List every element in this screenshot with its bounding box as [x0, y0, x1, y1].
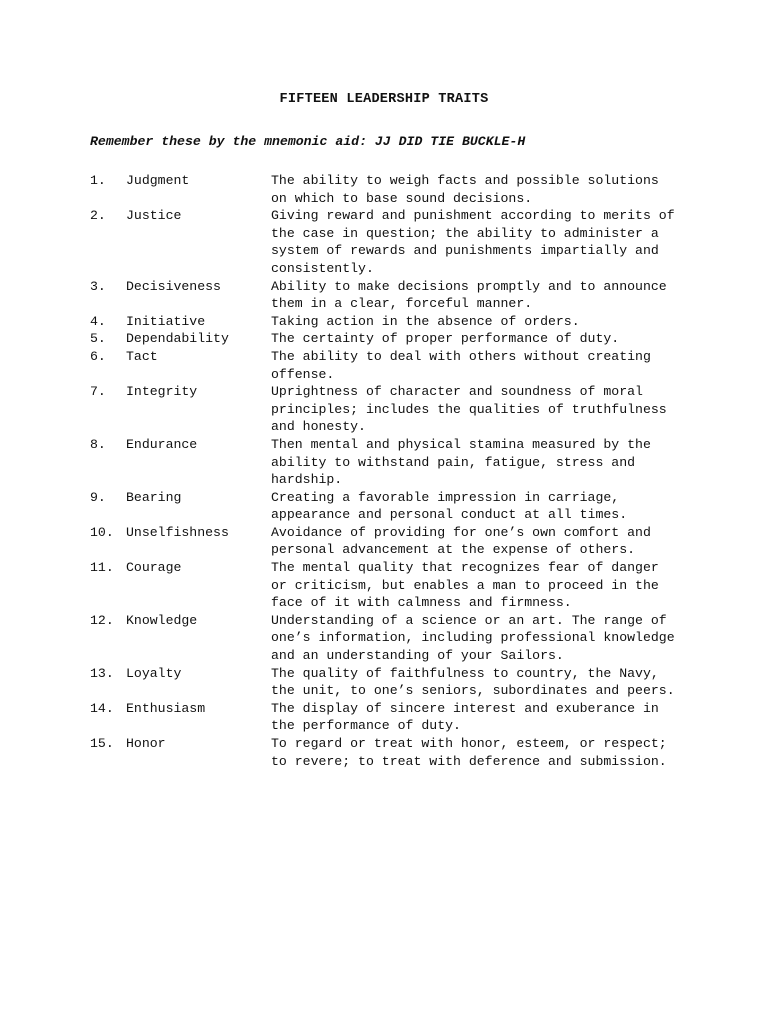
trait-name: Loyalty	[126, 665, 182, 681]
trait-name: Judgment	[126, 173, 190, 188]
trait-definition: The ability to deal with others without creating offense.	[271, 348, 651, 382]
trait-definition: The display of sincere interest and exuberance in the performance of duty.	[271, 700, 659, 734]
trait-number: 3.	[90, 278, 106, 294]
trait-item	[90, 665, 690, 700]
trait-number: 12.	[90, 612, 114, 628]
trait-definition: Avoidance of providing for one’s own comfort and personal advancement at the expense of others.	[271, 524, 651, 558]
trait-item	[90, 436, 690, 489]
trait-number: 14.	[90, 700, 114, 716]
trait-item	[90, 348, 690, 383]
trait-number: 4.	[90, 313, 106, 329]
trait-definition: Ability to make decisions promptly and to announce them in a clear, forceful manner.	[271, 278, 667, 312]
trait-definition: Then mental and physical stamina measured by the ability to withstand pain, fatigue, stress and hardship.	[271, 436, 651, 488]
trait-item	[90, 383, 690, 436]
mnemonic-subtitle: Remember these by the mnemonic aid: JJ DID TIE BUCKLE-H	[90, 134, 526, 149]
trait-name: Initiative	[126, 313, 206, 329]
trait-name: Honor	[126, 736, 166, 751]
trait-number: 7.	[90, 384, 106, 400]
trait-name: Justice	[126, 208, 182, 224]
page-title: FIFTEEN LEADERSHIP TRAITS	[279, 92, 489, 107]
trait-name: Unselfishness	[126, 524, 229, 540]
trait-definition: Creating a favorable impression in carriage, appearance and personal conduct at all times.	[271, 489, 628, 523]
trait-number: 1.	[90, 173, 106, 188]
trait-number: 5.	[90, 331, 106, 347]
trait-number: 2.	[90, 208, 106, 224]
trait-item	[90, 489, 690, 524]
trait-item	[90, 735, 690, 770]
trait-name: Bearing	[126, 489, 182, 505]
trait-number: 13.	[90, 665, 114, 681]
trait-item	[90, 207, 690, 277]
trait-definition: To regard or treat with honor, esteem, or respect; to revere; to treat with deference and submission.	[271, 736, 667, 769]
trait-item	[90, 700, 690, 735]
trait-item	[90, 172, 690, 207]
trait-name: Dependability	[126, 331, 229, 347]
trait-name: Tact	[126, 348, 158, 364]
trait-name: Endurance	[126, 436, 198, 452]
trait-number: 9.	[90, 489, 106, 505]
traits-list	[90, 172, 690, 770]
trait-definition: Understanding of a science or an art. The range of one’s information, including professional knowledge and an understanding of your Sailors.	[271, 612, 675, 664]
trait-item	[90, 278, 690, 313]
trait-item	[90, 612, 690, 665]
trait-definition: Giving reward and punishment according to merits of the case in question; the ability to administer a system of rewards and punishments impartially and consistently.	[271, 208, 675, 276]
trait-item	[90, 313, 690, 331]
trait-number: 15.	[90, 736, 114, 751]
trait-item	[90, 559, 690, 612]
trait-definition: The ability to weigh facts and possible solutions on which to base sound decisions.	[271, 173, 659, 206]
trait-number: 6.	[90, 348, 106, 364]
trait-definition: Taking action in the absence of orders.	[271, 313, 580, 329]
trait-definition: The mental quality that recognizes fear of danger or criticism, but enables a man to proceed in the face of it with calmness and firmness.	[271, 560, 659, 611]
trait-name: Decisiveness	[126, 278, 221, 294]
trait-name: Courage	[126, 560, 182, 576]
trait-number: 11.	[90, 560, 114, 576]
trait-definition: The quality of faithfulness to country, the Navy, the unit, to one’s seniors, subordinates and peers.	[271, 665, 675, 699]
trait-name: Knowledge	[126, 612, 198, 628]
trait-item	[90, 330, 690, 348]
trait-name: Enthusiasm	[126, 700, 206, 716]
trait-name: Integrity	[126, 384, 198, 400]
trait-definition: The certainty of proper performance of duty.	[271, 331, 620, 347]
trait-number: 8.	[90, 436, 106, 452]
trait-item	[90, 524, 690, 559]
trait-definition: Uprightness of character and soundness of moral principles; includes the qualities of truthfulness and honesty.	[271, 384, 667, 435]
trait-number: 10.	[90, 524, 114, 540]
